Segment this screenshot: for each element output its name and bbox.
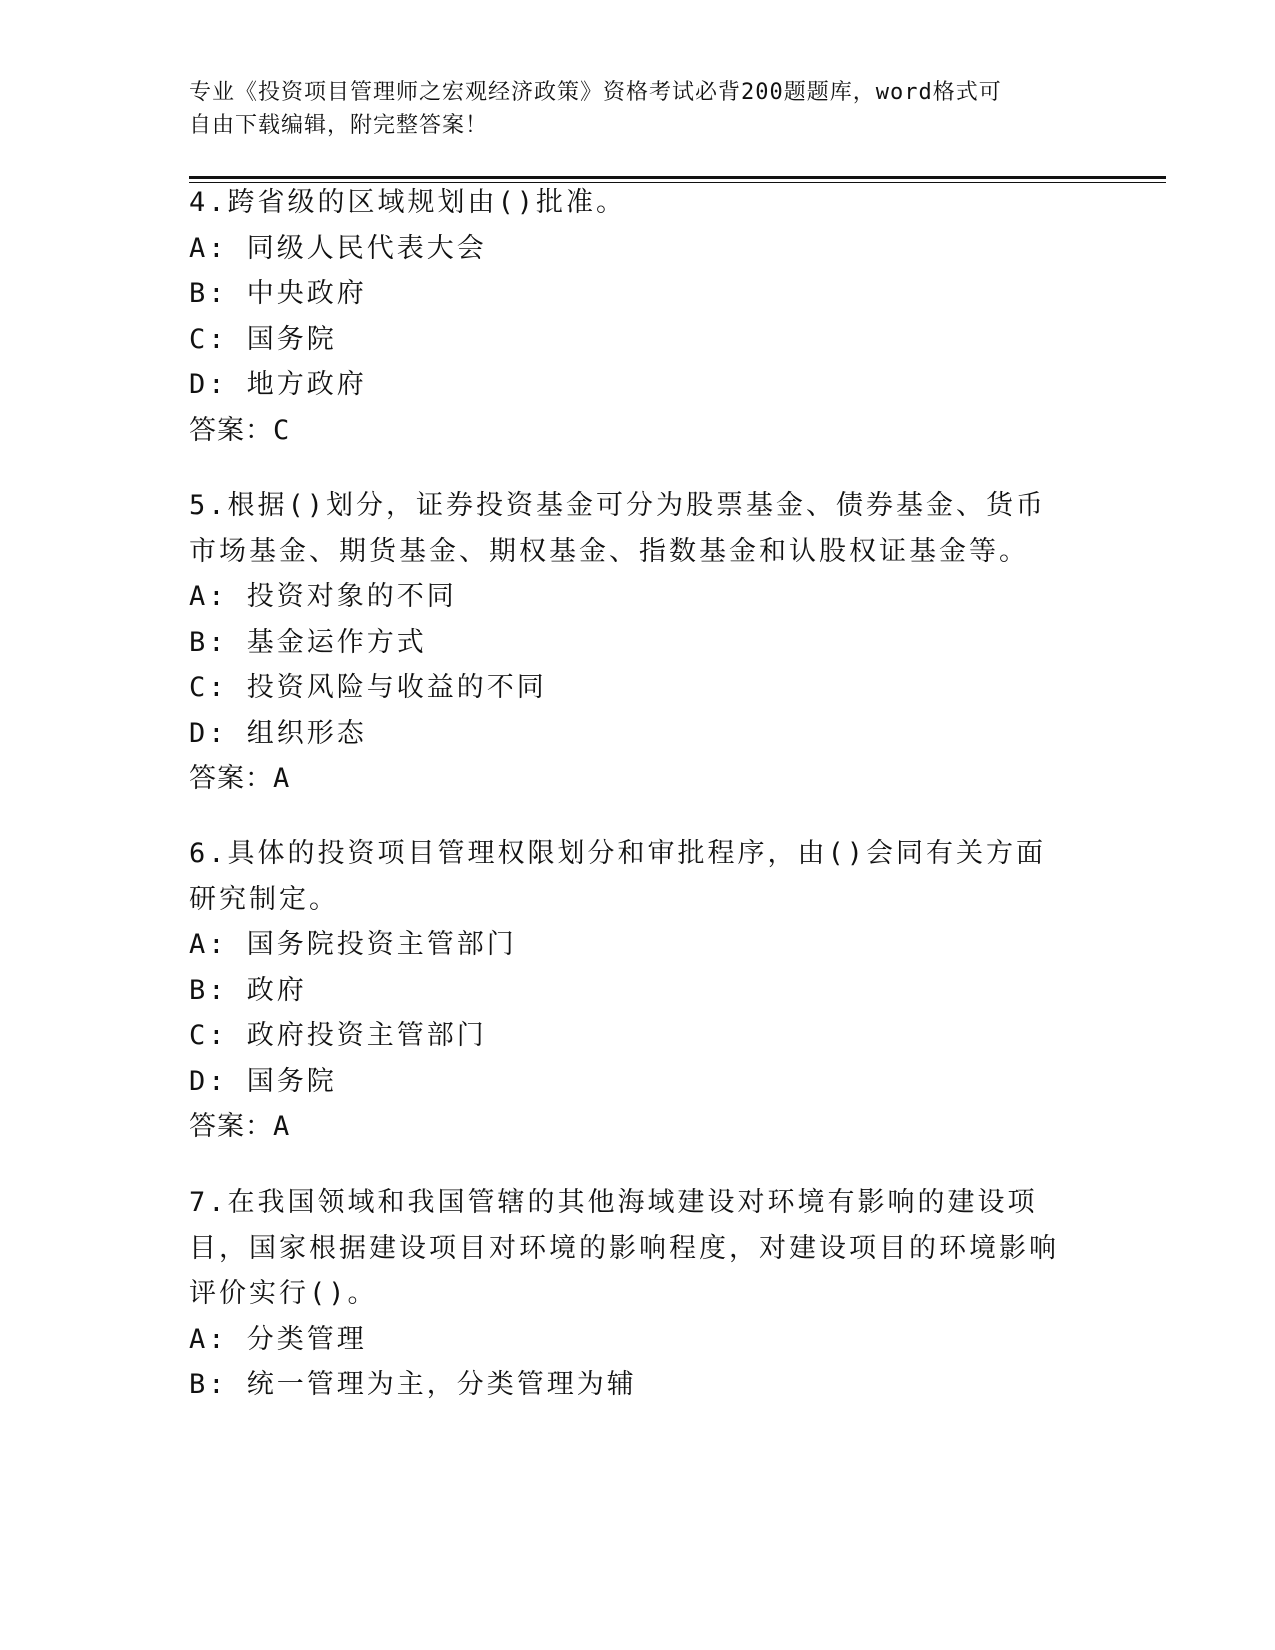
option-b: B: 中央政府 bbox=[189, 278, 367, 309]
document-header bbox=[189, 76, 1089, 142]
answer bbox=[189, 756, 1069, 802]
option-a: A: 国务院投资主管部门 bbox=[189, 929, 517, 960]
option-b: B: 统一管理为主，分类管理为辅 bbox=[189, 1369, 637, 1400]
question-5 bbox=[189, 483, 1069, 802]
option-b: B: 基金运作方式 bbox=[189, 626, 427, 658]
option-a: A: 同级人民代表大会 bbox=[189, 232, 487, 264]
header-line-2: 自由下载编辑，附完整答案！ bbox=[189, 113, 489, 138]
option-a: A: 投资对象的不同 bbox=[189, 581, 457, 612]
header-divider-thick bbox=[189, 176, 1166, 179]
question-4 bbox=[189, 180, 1069, 453]
question-6 bbox=[189, 831, 1069, 1150]
question-stem: 4.跨省级的区域规划由()批准。 bbox=[189, 187, 627, 218]
question-stem: 6.具体的投资项目管理权限划分和审批程序，由()会同有关方面研究制定。 bbox=[189, 838, 1047, 915]
answer-value: A bbox=[273, 1111, 291, 1142]
answer-label: 答案： bbox=[189, 763, 273, 794]
option-b: B: 政府 bbox=[189, 974, 307, 1006]
answer-label: 答案： bbox=[189, 414, 273, 446]
question-7 bbox=[189, 1180, 1069, 1408]
answer bbox=[189, 1104, 1069, 1150]
option-c: C: 投资风险与收益的不同 bbox=[189, 672, 547, 703]
question-stem: 7.在我国领域和我国管辖的其他海域建设对环境有影响的建设项目，国家根据建设项目对环境的影响程度，对建设项目的环境影响评价实行()。 bbox=[189, 1187, 1059, 1309]
option-d: D: 地方政府 bbox=[189, 369, 367, 400]
option-c: C: 国务院 bbox=[189, 323, 337, 355]
question-stem: 5.根据()划分，证券投资基金可分为股票基金、债券基金、货币市场基金、期货基金、期权基金、指数基金和认股权证基金等。 bbox=[189, 490, 1047, 567]
answer-value: C bbox=[273, 414, 291, 446]
answer-label: 答案： bbox=[189, 1111, 273, 1142]
option-d: D: 国务院 bbox=[189, 1065, 337, 1097]
option-a: A: 分类管理 bbox=[189, 1323, 367, 1355]
option-d: D: 组织形态 bbox=[189, 717, 367, 749]
answer-value: A bbox=[273, 763, 291, 794]
answer bbox=[189, 408, 1069, 454]
header-line-1: 专业《投资项目管理师之宏观经济政策》资格考试必背200题题库，word格式可 bbox=[189, 80, 1002, 105]
option-c: C: 政府投资主管部门 bbox=[189, 1020, 487, 1051]
